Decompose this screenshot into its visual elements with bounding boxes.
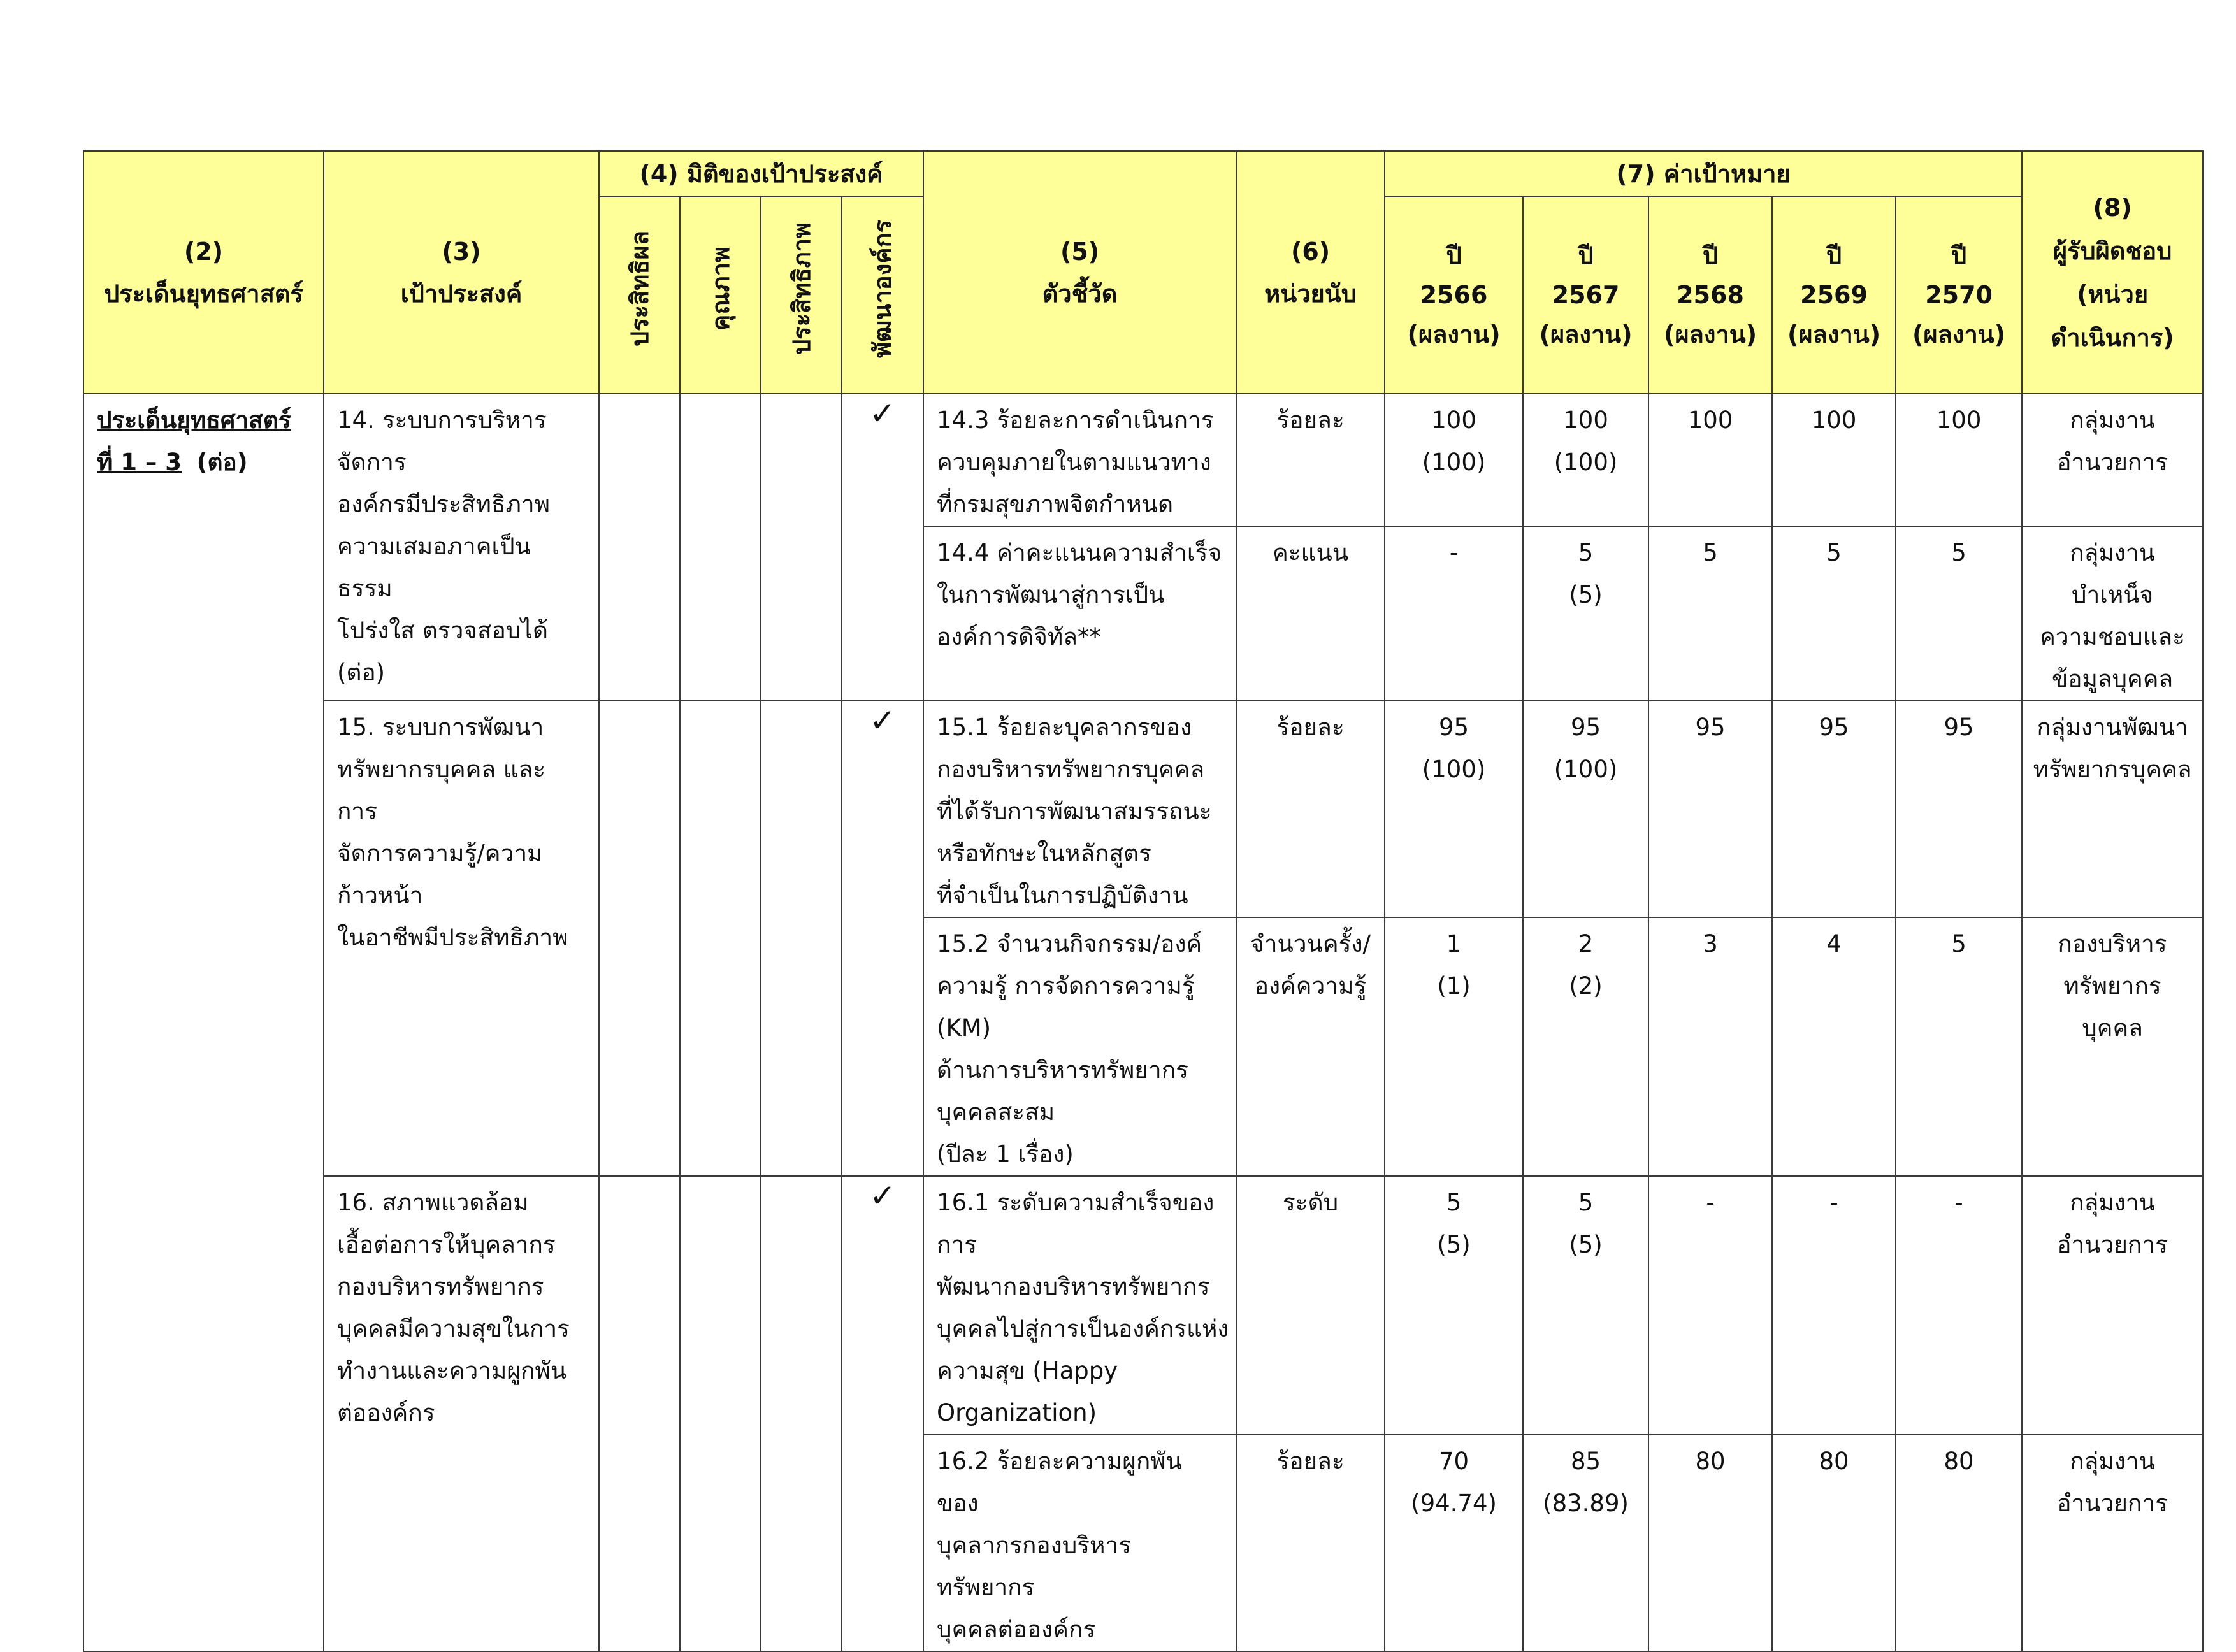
target-2569: 100 [1772,394,1896,526]
header-target-values: (7) ค่าเป้าหมาย [1385,151,2022,196]
header-dim-quality [680,196,761,394]
target-2569: - [1772,1176,1896,1435]
dim-effectiveness-cell [599,1176,680,1651]
target-2569: 5 [1772,526,1896,701]
header-dim-org-development [842,196,923,394]
dim-effectiveness-label: ประสิทธิผล [625,231,654,347]
target-2568: 3 [1648,917,1772,1176]
dim-quality-label: คุณภาพ [706,246,735,331]
target-2567: 2 (2) [1523,917,1648,1176]
dim-quality-cell [680,394,761,701]
dim-efficiency-label: ประสิทธิภาพ [787,222,816,355]
check-mark-icon: ✓ [842,1176,923,1651]
indicator-16-2: 16.2 ร้อยละความผูกพันของ บุคลากรกองบริหารทรัพยากร บุคคลต่อองค์กร [923,1435,1236,1651]
owner-cell: กลุ่มงาน อำนวยการ [2022,394,2203,526]
dim-efficiency-cell [761,701,842,1176]
target-2570: 5 [1896,526,2022,701]
target-2569: 4 [1772,917,1896,1176]
table-row [83,394,2203,526]
target-2570: - [1896,1176,2022,1435]
dim-quality-cell [680,1176,761,1651]
dim-effectiveness-cell [599,394,680,701]
goal-15: 15. ระบบการพัฒนา ทรัพยากรบุคคล และการ จัดการความรู้/ความก้าวหน้า ในอาชีพมีประสิทธิภาพ [324,701,599,1176]
goal-16: 16. สภาพแวดล้อม เอื้อต่อการให้บุคลากร กองบริหารทรัพยากร บุคคลมีความสุขในการ ทำงานและความผูกพัน ต่อองค์กร [324,1176,599,1651]
strategy-cell [83,394,324,1651]
header-indicator: (5) ตัวชี้วัด [923,151,1236,394]
table-row [83,1176,2203,1435]
owner-cell: กลุ่มงาน อำนวยการ [2022,1176,2203,1435]
owner-cell: กองบริหาร ทรัพยากร บุคคล [2022,917,2203,1176]
dim-org-development-label: พัฒนาองค์กร [869,219,897,358]
target-2570: 100 [1896,394,2022,526]
target-2566: 100 (100) [1385,394,1523,526]
check-mark-icon: ✓ [842,394,923,701]
indicator-14-3: 14.3 ร้อยละการดำเนินการ ควบคุมภายในตามแนวทาง ที่กรมสุขภาพจิตกำหนด [923,394,1236,526]
header-owner: (8) ผู้รับผิดชอบ (หน่วย ดำเนินการ) [2022,151,2203,394]
target-2567: 5 (5) [1523,526,1648,701]
dim-efficiency-cell [761,394,842,701]
target-2569: 95 [1772,701,1896,917]
target-2569: 80 [1772,1435,1896,1651]
table-row [83,701,2203,917]
goal-14: 14. ระบบการบริหารจัดการ องค์กรมีประสิทธิภาพ ความเสมอภาคเป็นธรรม โปร่งใส ตรวจสอบได้ (ต่อ) [324,394,599,701]
unit-cell: จำนวนครั้ง/ องค์ความรู้ [1236,917,1385,1176]
strategy-title: ประเด็นยุทธศาสตร์ [97,406,291,434]
target-2568: 5 [1648,526,1772,701]
indicator-15-2: 15.2 จำนวนกิจกรรม/องค์ ความรู้ การจัดการความรู้ (KM) ด้านการบริหารทรัพยากร บุคคลสะสม (ปีละ 1 เรื่อง) [923,917,1236,1176]
strategy-continued: (ต่อ) [196,449,248,476]
target-2568: - [1648,1176,1772,1435]
strategy-number: ที่ 1 – 3 [97,449,182,476]
unit-cell: ร้อยละ [1236,1435,1385,1651]
header-dim-effectiveness [599,196,680,394]
header-year-2567: ปี 2567 (ผลงาน) [1523,196,1648,394]
target-2567: 100 (100) [1523,394,1648,526]
target-2570: 5 [1896,917,2022,1176]
owner-cell: กลุ่มงาน บำเหน็จ ความชอบและ ข้อมูลบุคคล [2022,526,2203,701]
header-goal: (3) เป้าประสงค์ [324,151,599,394]
owner-cell: กลุ่มงาน อำนวยการ [2022,1435,2203,1651]
target-2570: 95 [1896,701,2022,917]
target-2566: - [1385,526,1523,701]
indicator-14-4: 14.4 ค่าคะแนนความสำเร็จ ในการพัฒนาสู่การเป็น องค์การดิจิทัล** [923,526,1236,701]
header-year-2568: ปี 2568 (ผลงาน) [1648,196,1772,394]
dim-effectiveness-cell [599,701,680,1176]
header-strategy: (2) ประเด็นยุทธศาสตร์ [83,151,324,394]
indicator-16-1: 16.1 ระดับความสำเร็จของการ พัฒนากองบริหารทรัพยากร บุคคลไปสู่การเป็นองค์กรแห่ง ความสุข (Happy Organization) [923,1176,1236,1435]
check-mark-icon: ✓ [842,701,923,1176]
header-unit: (6) หน่วยนับ [1236,151,1385,394]
target-2568: 80 [1648,1435,1772,1651]
header-dim-efficiency [761,196,842,394]
dim-quality-cell [680,701,761,1176]
target-2566: 5 (5) [1385,1176,1523,1435]
unit-cell: ระดับ [1236,1176,1385,1435]
target-2566: 1 (1) [1385,917,1523,1176]
header-year-2570: ปี 2570 (ผลงาน) [1896,196,2022,394]
strategy-table [83,150,2204,1652]
header-year-2569: ปี 2569 (ผลงาน) [1772,196,1896,394]
owner-cell: กลุ่มงานพัฒนา ทรัพยากรบุคคล [2022,701,2203,917]
target-2570: 80 [1896,1435,2022,1651]
target-2566: 70 (94.74) [1385,1435,1523,1651]
unit-cell: คะแนน [1236,526,1385,701]
header-goal-dimensions: (4) มิติของเป้าประสงค์ [599,151,923,196]
indicator-15-1: 15.1 ร้อยละบุคลากรของ กองบริหารทรัพยากรบุคคล ที่ได้รับการพัฒนาสมรรถนะ หรือทักษะในหลักสูตร ที่จำเป็นในการปฏิบัติงาน [923,701,1236,917]
unit-cell: ร้อยละ [1236,701,1385,917]
dim-efficiency-cell [761,1176,842,1651]
target-2567: 95 (100) [1523,701,1648,917]
header-year-2566: ปี 2566 (ผลงาน) [1385,196,1523,394]
target-2566: 95 (100) [1385,701,1523,917]
target-2568: 100 [1648,394,1772,526]
unit-cell: ร้อยละ [1236,394,1385,526]
target-2568: 95 [1648,701,1772,917]
target-2567: 5 (5) [1523,1176,1648,1435]
target-2567: 85 (83.89) [1523,1435,1648,1651]
